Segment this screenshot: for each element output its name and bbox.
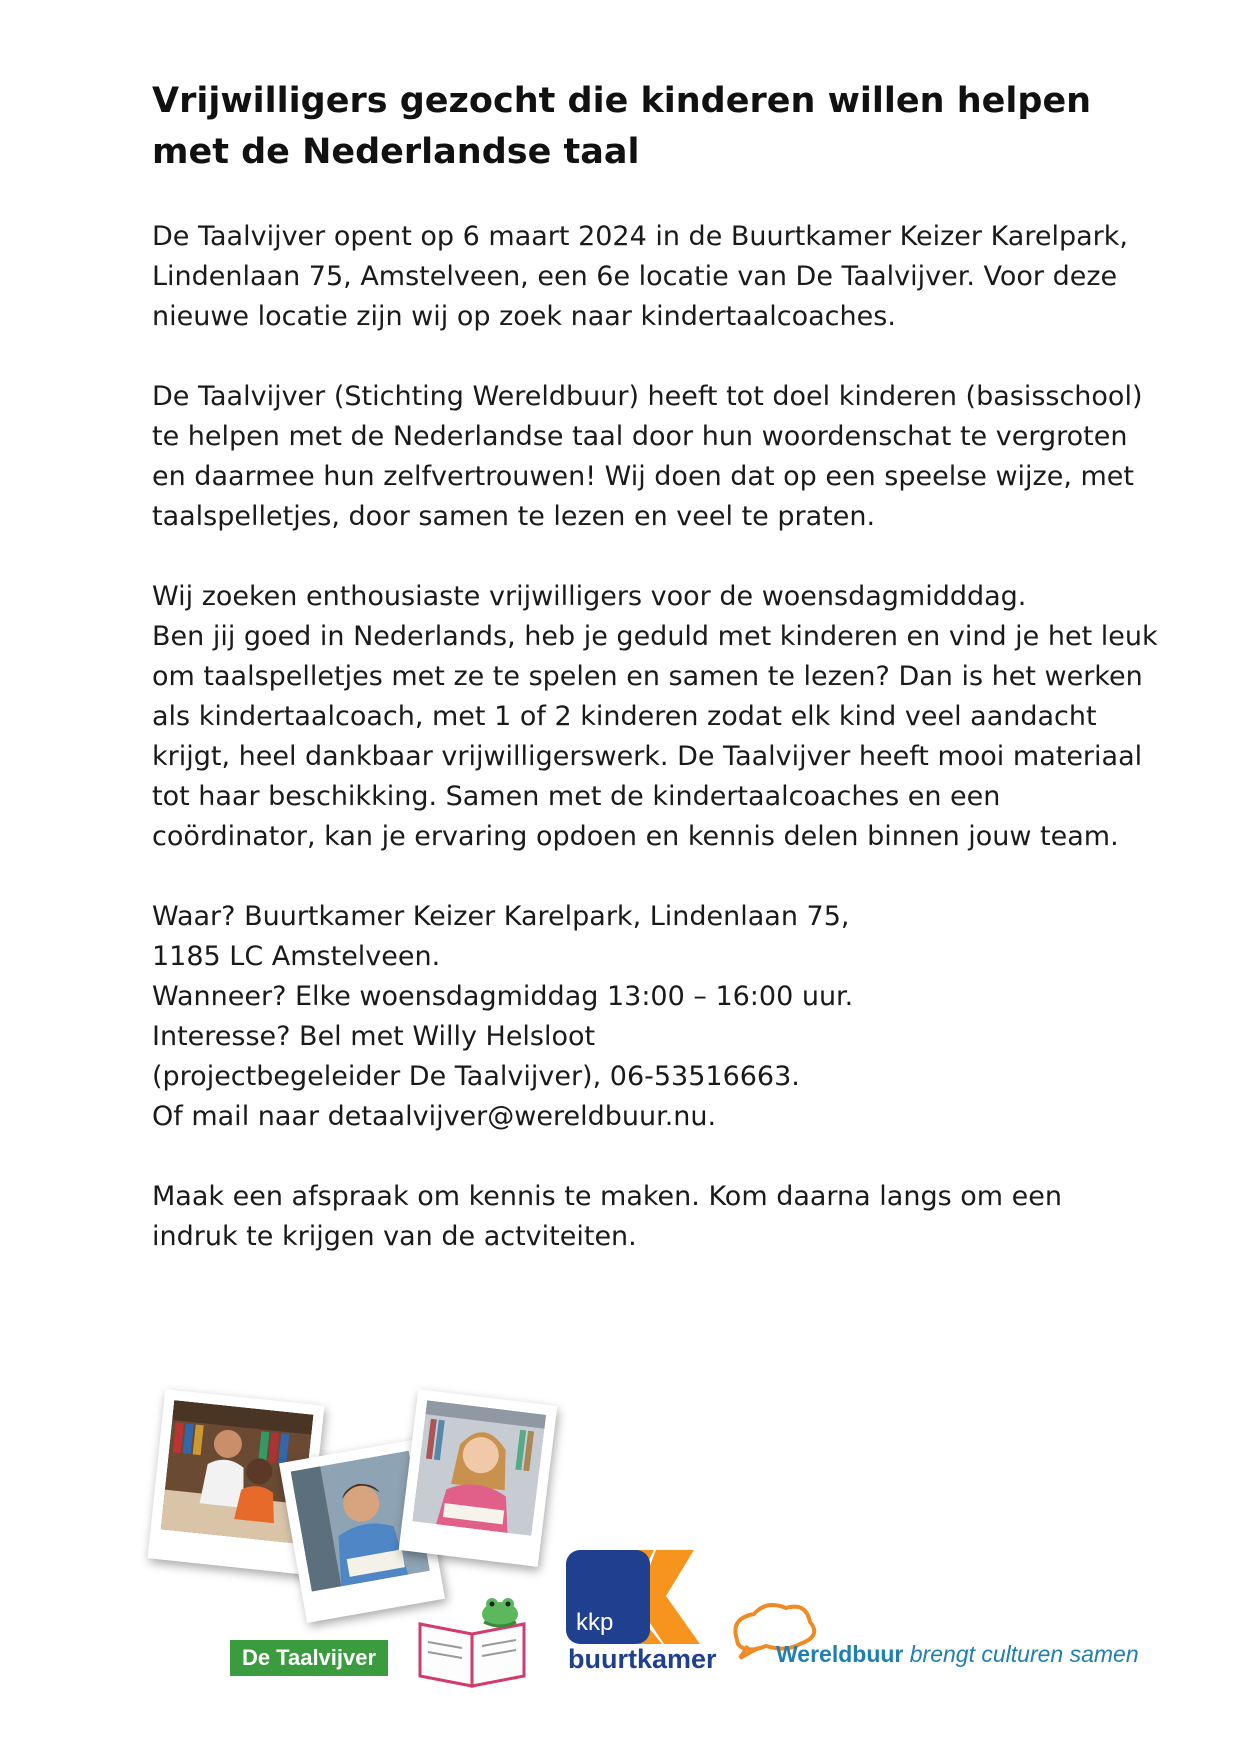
text-line: nieuwe locatie zijn wij op zoek naar kindertaalcoaches.	[152, 301, 896, 332]
text-line: Interesse? Bel met Willy Helsloot	[152, 1021, 596, 1052]
text-line: indruk te krijgen van de actviteiten.	[152, 1221, 637, 1252]
volunteer-paragraph	[152, 577, 1172, 857]
photo-girl-smiling	[399, 1389, 558, 1567]
contact-paragraph	[152, 897, 1172, 1137]
wereldbuur-logo-text	[776, 1640, 1139, 1668]
intro-paragraph	[152, 217, 1172, 337]
text-line: Wij zoeken enthousiaste vrijwilligers voor de woensdagmidddag.	[152, 581, 1027, 612]
text-line: om taalspelletjes met ze te spelen en samen te lezen? Dan is het werken	[152, 661, 1143, 692]
wereldbuur-name: Wereldbuur	[776, 1641, 904, 1667]
taalvijver-logo: De Taalvijver	[230, 1640, 388, 1676]
text-line: als kindertaalcoach, met 1 of 2 kinderen zodat elk kind veel aandacht	[152, 701, 1097, 732]
kkp-small-text: kkp	[576, 1609, 614, 1636]
kkp-name: buurtkamer	[568, 1644, 717, 1674]
text-line: Of mail naar detaalvijver@wereldbuur.nu.	[152, 1101, 717, 1132]
text-line: coördinator, kan je ervaring opdoen en kennis delen binnen jouw team.	[152, 821, 1119, 852]
text-line: De Taalvijver (Stichting Wereldbuur) heeft tot doel kinderen (basisschool)	[152, 381, 1143, 412]
text-line: Ben jij goed in Nederlands, heb je geduld met kinderen en vind je het leuk	[152, 621, 1158, 652]
goal-paragraph	[152, 377, 1172, 537]
title-line: met de Nederlandse taal	[152, 132, 640, 172]
text-line: taalspelletjes, door samen te lezen en veel te praten.	[152, 501, 876, 532]
text-line: Maak een afspraak om kennis te maken. Kom daarna langs om een	[152, 1181, 1062, 1212]
text-line: (projectbegeleider De Taalvijver), 06-53516663.	[152, 1061, 800, 1092]
text-line: De Taalvijver opent op 6 maart 2024 in de Buurtkamer Keizer Karelpark,	[152, 221, 1128, 252]
text-line: krijgt, heel dankbaar vrijwilligerswerk. De Taalvijver heeft mooi materiaal	[152, 741, 1143, 772]
text-line: tot haar beschikking. Samen met de kindertaalcoaches en een	[152, 781, 1001, 812]
page-title	[152, 76, 1152, 178]
text-line: te helpen met de Nederlandse taal door hun woordenschat te vergroten	[152, 421, 1128, 452]
text-line: Waar? Buurtkamer Keizer Karelpark, Lindenlaan 75,	[152, 901, 850, 932]
closing-paragraph	[152, 1177, 1172, 1257]
book-frog-icon	[412, 1594, 537, 1692]
text-line: en daarmee hun zelfvertrouwen! Wij doen dat op een speelse wijze, met	[152, 461, 1134, 492]
title-line: Vrijwilligers gezocht die kinderen willen helpen	[152, 81, 1092, 121]
text-line: Lindenlaan 75, Amstelveen, een 6e locatie van De Taalvijver. Voor deze	[152, 261, 1118, 292]
text-line: 1185 LC Amstelveen.	[152, 941, 441, 972]
wereldbuur-tagline: brengt culturen samen	[909, 1641, 1139, 1667]
text-line: Wanneer? Elke woensdagmiddag 13:00 – 16:00 uur.	[152, 981, 854, 1012]
